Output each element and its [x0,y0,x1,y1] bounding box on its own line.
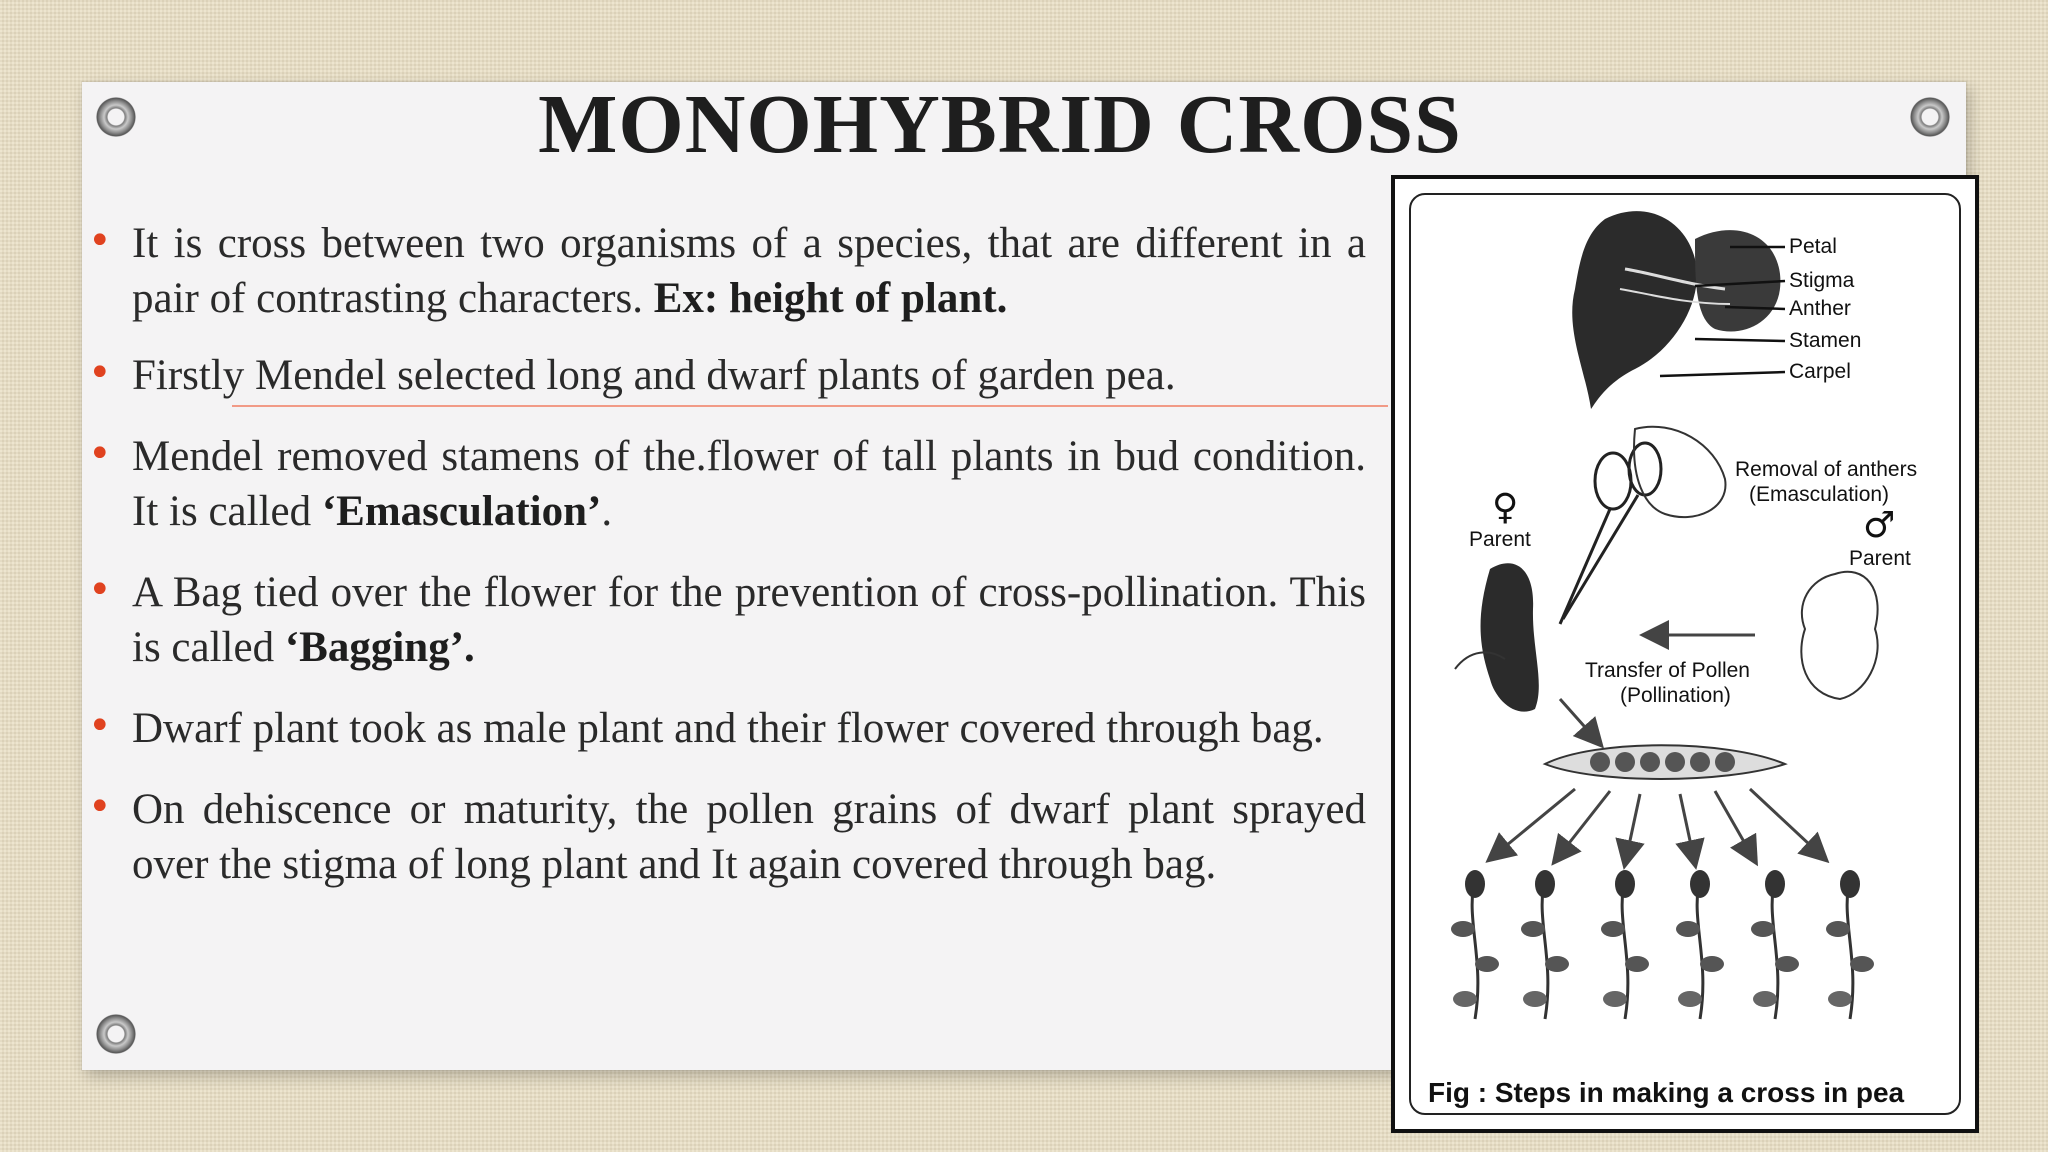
label-carpel: Carpel [1789,360,1851,383]
bullet-text: A Bag tied over the flower for the prevention of cross-pollination. This is called [132,569,1366,671]
bullet-4 [88,565,1366,675]
bullet-bold-text: ‘Bagging’. [284,624,475,671]
bullet-dot: • [88,703,112,749]
label-removal-1: Removal of anthers [1735,458,1918,481]
scissors-icon [1560,443,1661,624]
male-symbol: ♂ [1863,505,1896,546]
grommet-bottom-left [96,1014,136,1054]
pea-cross-illustration [1395,179,1975,1129]
label-transfer-1: Transfer of Pollen [1585,659,1750,682]
slide-title: MONOHYBRID CROSS [538,78,1462,171]
offspring-plants [1451,870,1874,1019]
label-male-parent: Parent [1849,547,1911,570]
label-removal-2: (Emasculation) [1749,483,1890,506]
bullet-6 [88,782,1366,892]
bullet-dot: • [88,784,112,830]
bullet-text: It is cross between two organisms of a species, that are different in a pair of contrasting characters. [132,220,1366,322]
bullet-5 [88,701,1366,756]
bullet-dot: • [88,567,112,613]
label-stamen: Stamen [1789,329,1862,352]
bullet-3 [88,429,1366,539]
label-female-parent: Parent [1469,528,1531,551]
arrow-to-pod [1560,699,1600,744]
female-symbol: ♀ [1492,487,1519,528]
bullet-list [88,216,1366,892]
male-flower [1801,572,1877,699]
bullet-dot: • [88,218,112,264]
bullet-bold-text: Ex: height of plant. [653,275,1008,322]
bullet-text: On dehiscence or maturity, the pollen grains of dwarf plant sprayed over the stigma of long plant and It again covered through bag. [132,786,1366,888]
bullet-text: Dwarf plant took as male plant and their flower covered through bag. [132,705,1324,752]
label-transfer-2: (Pollination) [1620,684,1731,707]
flower-diagram [1572,211,1780,409]
label-anther: Anther [1789,297,1851,320]
pea-pod [1545,745,1785,779]
bullet-dot: • [88,431,112,477]
bullet-dot: • [88,350,112,396]
bullet-text: Firstly Mendel selected long and dwarf plants of garden pea. [132,352,1176,399]
bullet-bold-text: ‘Emasculation’ [321,488,602,535]
bullet-2 [88,348,1366,403]
arrows-to-offspring [1490,789,1825,864]
hand-outline [1634,427,1725,517]
label-stigma: Stigma [1789,269,1855,292]
female-flower [1481,563,1539,711]
figure-panel [1391,175,1979,1133]
bullet-text-end: . [601,488,613,535]
bullet-1 [88,216,1366,326]
figure-caption: Fig : Steps in making a cross in pea [1428,1077,1905,1108]
bullet-text: Mendel removed stamens of the.flower of tall plants in bud condition. It is called [132,433,1366,535]
label-petal: Petal [1789,235,1837,258]
